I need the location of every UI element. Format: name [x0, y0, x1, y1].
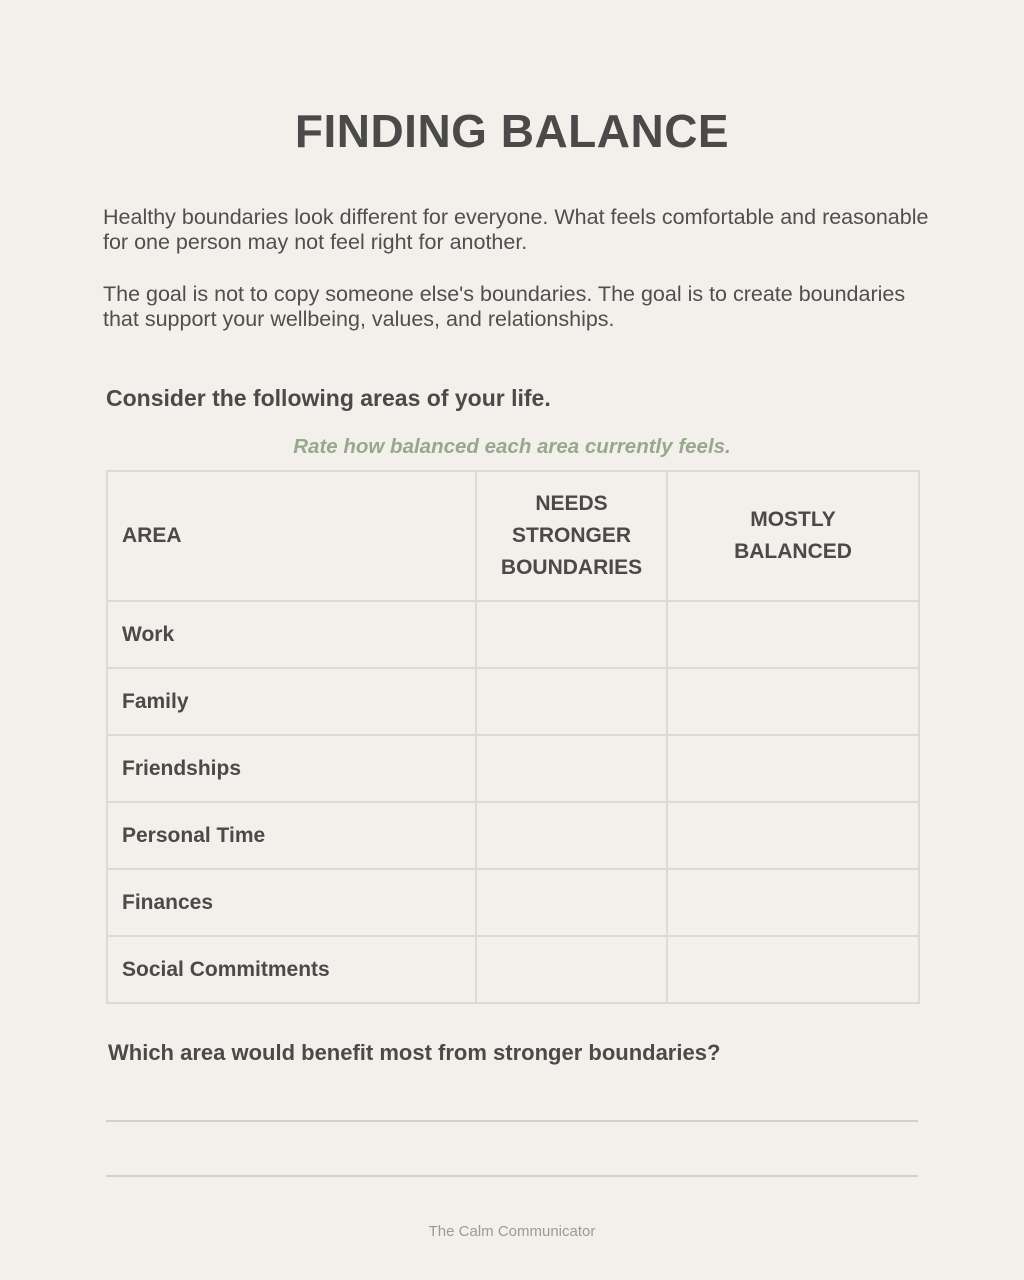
header-mostly-balanced — [667, 471, 919, 601]
table-row — [107, 601, 919, 668]
area-name-cell: Personal Time — [107, 802, 476, 869]
header-area: AREA — [107, 471, 476, 601]
needs-stronger-boundaries-cell[interactable] — [476, 735, 667, 802]
area-name-cell: Friendships — [107, 735, 476, 802]
page-title: FINDING BALANCE — [294, 105, 730, 157]
needs-stronger-boundaries-cell[interactable] — [476, 802, 667, 869]
area-name-cell: Family — [107, 668, 476, 735]
table-row — [107, 735, 919, 802]
area-name-cell: Finances — [107, 869, 476, 936]
mostly-balanced-cell[interactable] — [667, 936, 919, 1003]
intro-paragraph-2: The goal is not to copy someone else's boundaries. The goal is to create boundaries that support your wellbeing, values, and relationships. — [103, 282, 906, 331]
intro-paragraph-1: Healthy boundaries look different for everyone. What feels comfortable and reasonable for one person may not feel right for another. — [103, 205, 929, 254]
needs-stronger-boundaries-cell[interactable] — [476, 668, 667, 735]
area-name-cell: Work — [107, 601, 476, 668]
header-balanced-line-2: BALANCED — [734, 540, 852, 563]
needs-stronger-boundaries-cell[interactable] — [476, 936, 667, 1003]
needs-stronger-boundaries-cell[interactable] — [476, 601, 667, 668]
table-row — [107, 668, 919, 735]
header-needs-line-2: STRONGER — [511, 524, 631, 547]
mostly-balanced-cell[interactable] — [667, 735, 919, 802]
footer-brand: The Calm Communicator — [428, 1223, 596, 1240]
table-header-row — [107, 471, 919, 601]
reflection-question: Which area would benefit most from stronger boundaries? — [108, 1040, 721, 1065]
mostly-balanced-cell[interactable] — [667, 802, 919, 869]
section-prompt: Consider the following areas of your life. — [106, 385, 551, 411]
area-name-cell: Social Commitments — [107, 936, 476, 1003]
header-needs-line-1: NEEDS — [535, 492, 608, 515]
mostly-balanced-cell[interactable] — [667, 601, 919, 668]
header-needs-stronger-boundaries — [476, 471, 667, 601]
table-row — [107, 869, 919, 936]
header-needs-line-3: BOUNDARIES — [500, 556, 643, 579]
balance-rating-table — [106, 470, 920, 1004]
table-row — [107, 802, 919, 869]
mostly-balanced-cell[interactable] — [667, 869, 919, 936]
header-balanced-line-1: MOSTLY — [750, 508, 836, 531]
rating-instruction: Rate how balanced each area currently feels. — [293, 435, 731, 458]
table-row — [107, 936, 919, 1003]
needs-stronger-boundaries-cell[interactable] — [476, 869, 667, 936]
mostly-balanced-cell[interactable] — [667, 668, 919, 735]
answer-line-2[interactable] — [106, 1175, 918, 1177]
answer-line-1[interactable] — [106, 1120, 918, 1122]
